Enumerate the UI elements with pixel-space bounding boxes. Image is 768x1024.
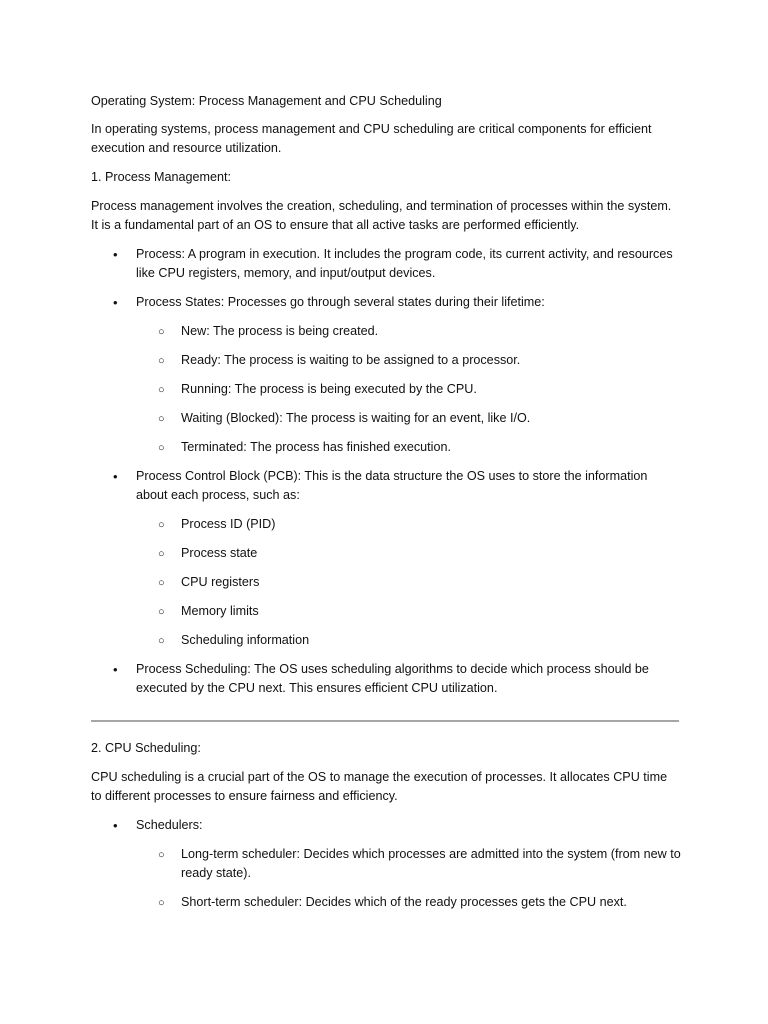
bullet-item [91, 660, 681, 698]
section-description-cpu-scheduling: CPU scheduling is a crucial part of the OS to manage the execution of processes. It allocates CPU time to different processes to ensure fairness and efficiency. [91, 770, 668, 803]
section-heading-cpu-scheduling: 2. CPU Scheduling: [91, 741, 201, 755]
circle-bullet-icon: ○ [158, 548, 165, 560]
cpu-scheduling-bullet-list [91, 816, 681, 912]
process-states-sub-list [136, 322, 681, 457]
sub-list-item [136, 631, 681, 650]
circle-bullet-icon: ○ [158, 384, 165, 396]
bullet-icon: • [113, 247, 118, 262]
section-heading-process-management: 1. Process Management: [91, 170, 232, 184]
bullet-item [91, 245, 681, 283]
sub-list-item [136, 845, 681, 883]
circle-bullet-icon: ○ [158, 442, 165, 454]
circle-bullet-icon: ○ [158, 606, 165, 618]
document-title: Operating System: Process Management and CPU Scheduling [91, 94, 442, 108]
sub-list-item [136, 515, 681, 534]
schedulers-sub-list [136, 845, 681, 912]
circle-bullet-icon: ○ [158, 635, 165, 647]
bullet-text: Schedulers: [136, 818, 203, 832]
pcb-sub-list [136, 515, 681, 650]
bullet-icon: • [113, 662, 118, 677]
sub-list-text: Long-term scheduler: Decides which processes are admitted into the system (from new to ready state). [181, 847, 681, 880]
sub-list-item [136, 544, 681, 563]
sub-list-item [136, 322, 681, 341]
bullet-text: Process Scheduling: The OS uses scheduling algorithms to decide which process should be executed by the CPU next. This ensures efficient CPU utilization. [136, 662, 649, 695]
section-divider [91, 720, 679, 722]
sub-list-text: Ready: The process is waiting to be assigned to a processor. [181, 353, 521, 367]
sub-list-item [136, 380, 681, 399]
bullet-item [91, 816, 681, 912]
intro-paragraph: In operating systems, process management and CPU scheduling are critical components for efficient execution and resource utilization. [91, 122, 652, 155]
bullet-icon: • [113, 469, 118, 484]
sub-list-text: New: The process is being created. [181, 324, 379, 338]
bullet-item [91, 293, 681, 457]
sub-list-text: Memory limits [181, 604, 259, 618]
sub-list-item [136, 573, 681, 592]
sub-list-text: Running: The process is being executed by the CPU. [181, 382, 477, 396]
sub-list-item [136, 409, 681, 428]
sub-list-text: Short-term scheduler: Decides which of the ready processes gets the CPU next. [181, 895, 627, 909]
circle-bullet-icon: ○ [158, 519, 165, 531]
sub-list-text: Process ID (PID) [181, 517, 276, 531]
circle-bullet-icon: ○ [158, 413, 165, 425]
sub-list-text: Terminated: The process has finished execution. [181, 440, 451, 454]
circle-bullet-icon: ○ [158, 849, 165, 861]
bullet-icon: • [113, 818, 118, 833]
section-description-process-management: Process management involves the creation, scheduling, and termination of processes within the system. It is a fundamental part of an OS to ensure that all active tasks are performed efficiently. [91, 199, 672, 232]
sub-list-item [136, 351, 681, 370]
bullet-text: Process States: Processes go through several states during their lifetime: [136, 295, 545, 309]
bullet-text: Process Control Block (PCB): This is the data structure the OS uses to store the information about each process, such as: [136, 469, 648, 502]
sub-list-item [136, 893, 681, 912]
process-management-bullet-list [91, 245, 681, 698]
sub-list-text: Waiting (Blocked): The process is waiting for an event, like I/O. [181, 411, 531, 425]
circle-bullet-icon: ○ [158, 577, 165, 589]
bullet-item [91, 467, 681, 650]
circle-bullet-icon: ○ [158, 355, 165, 367]
bullet-icon: • [113, 295, 118, 310]
sub-list-item [136, 602, 681, 621]
sub-list-item [136, 438, 681, 457]
circle-bullet-icon: ○ [158, 897, 165, 909]
bullet-text: Process: A program in execution. It includes the program code, its current activity, and resources like CPU registers, memory, and input/output devices. [136, 247, 673, 280]
document-content [91, 92, 681, 922]
sub-list-text: CPU registers [181, 575, 260, 589]
sub-list-text: Process state [181, 546, 258, 560]
sub-list-text: Scheduling information [181, 633, 310, 647]
circle-bullet-icon: ○ [158, 326, 165, 338]
